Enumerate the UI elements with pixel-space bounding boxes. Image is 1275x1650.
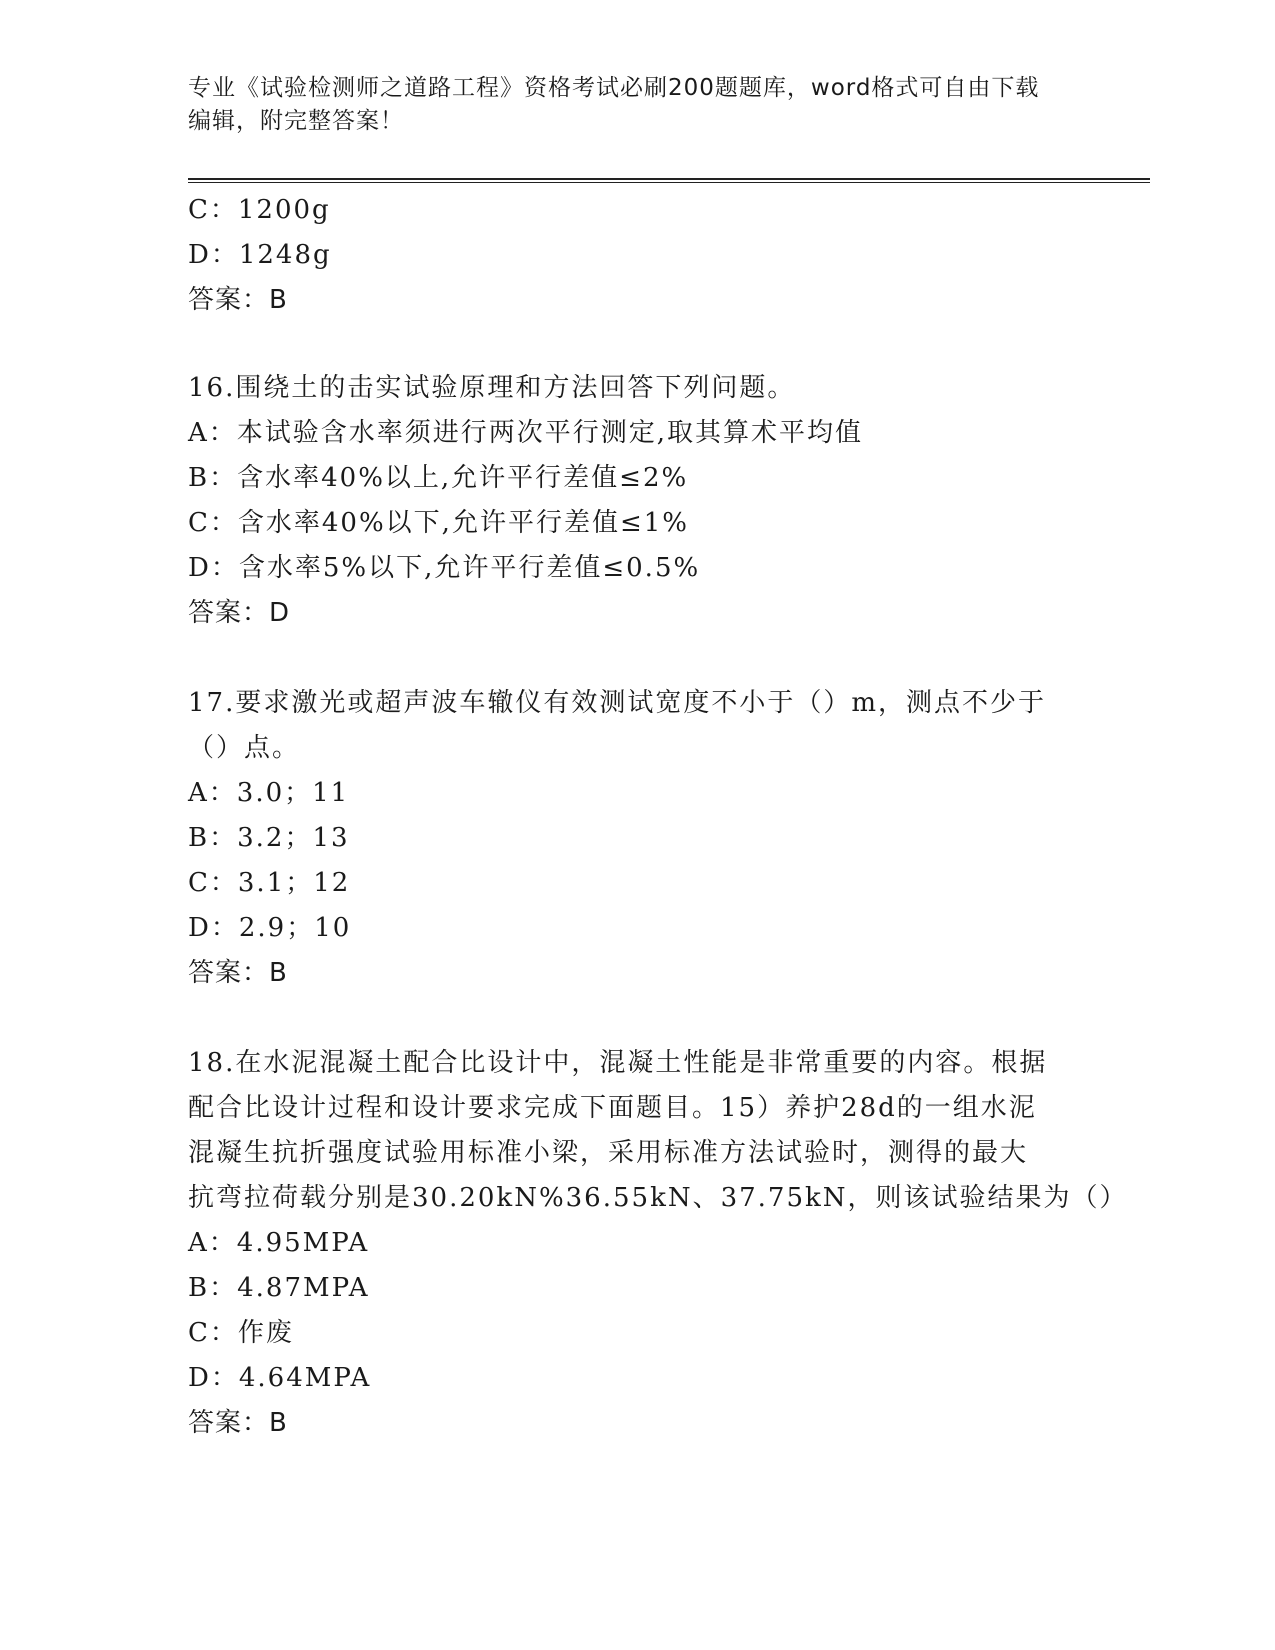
q18-option-b: B：4.87MPA bbox=[188, 1273, 370, 1303]
q17-stem-line-2: （）点。 bbox=[188, 733, 301, 763]
header-title-line-1: 专业《试验检测师之道路工程》资格考试必刷200题题库，word格式可自由下载 bbox=[188, 75, 1040, 101]
q16-answer: 答案：D bbox=[188, 598, 291, 628]
q18-option-d: D：4.64MPA bbox=[188, 1363, 372, 1393]
header-divider bbox=[188, 178, 1150, 183]
q15-option-c: C：1200g bbox=[188, 195, 331, 225]
q15-option-d: D：1248g bbox=[188, 240, 332, 270]
q16-option-a: A：本试验含水率须进行两次平行测定,取其算术平均值 bbox=[188, 418, 864, 448]
q15-answer: 答案：B bbox=[188, 285, 288, 315]
q18-option-a: A：4.95MPA bbox=[188, 1228, 370, 1258]
q18-stem-line-1: 18.在水泥混凝土配合比设计中，混凝土性能是非常重要的内容。根据 bbox=[188, 1048, 1048, 1078]
q18-stem-line-3: 混凝生抗折强度试验用标准小梁，采用标准方法试验时，测得的最大 bbox=[188, 1138, 1029, 1168]
q18-stem-line-4: 抗弯拉荷载分别是30.20kN%36.55kN、37.75kN，则该试验结果为（） bbox=[188, 1183, 1128, 1213]
document-header bbox=[188, 72, 1088, 138]
q17-option-d: D：2.9；10 bbox=[188, 913, 352, 943]
q16-option-d: D：含水率5%以下,允许平行差值≤0.5% bbox=[188, 553, 701, 583]
q17-option-a: A：3.0；11 bbox=[188, 778, 350, 808]
q16-stem: 16.围绕土的击实试验原理和方法回答下列问题。 bbox=[188, 373, 796, 403]
header-title-line-2: 编辑，附完整答案！ bbox=[188, 108, 404, 134]
q16-option-c: C：含水率40%以下,允许平行差值≤1% bbox=[188, 508, 689, 538]
q18-answer: 答案：B bbox=[188, 1408, 288, 1438]
q18-option-c: C：作废 bbox=[188, 1318, 294, 1348]
q17-option-c: C：3.1；12 bbox=[188, 868, 351, 898]
q17-stem-line-1: 17.要求激光或超声波车辙仪有效测试宽度不小于（）m，测点不少于 bbox=[188, 688, 1047, 718]
q18-stem-line-2: 配合比设计过程和设计要求完成下面题目。15）养护28d的一组水泥 bbox=[188, 1093, 1037, 1123]
q17-answer: 答案：B bbox=[188, 958, 288, 988]
q16-option-b: B：含水率40%以上,允许平行差值≤2% bbox=[188, 463, 689, 493]
q17-option-b: B：3.2；13 bbox=[188, 823, 350, 853]
